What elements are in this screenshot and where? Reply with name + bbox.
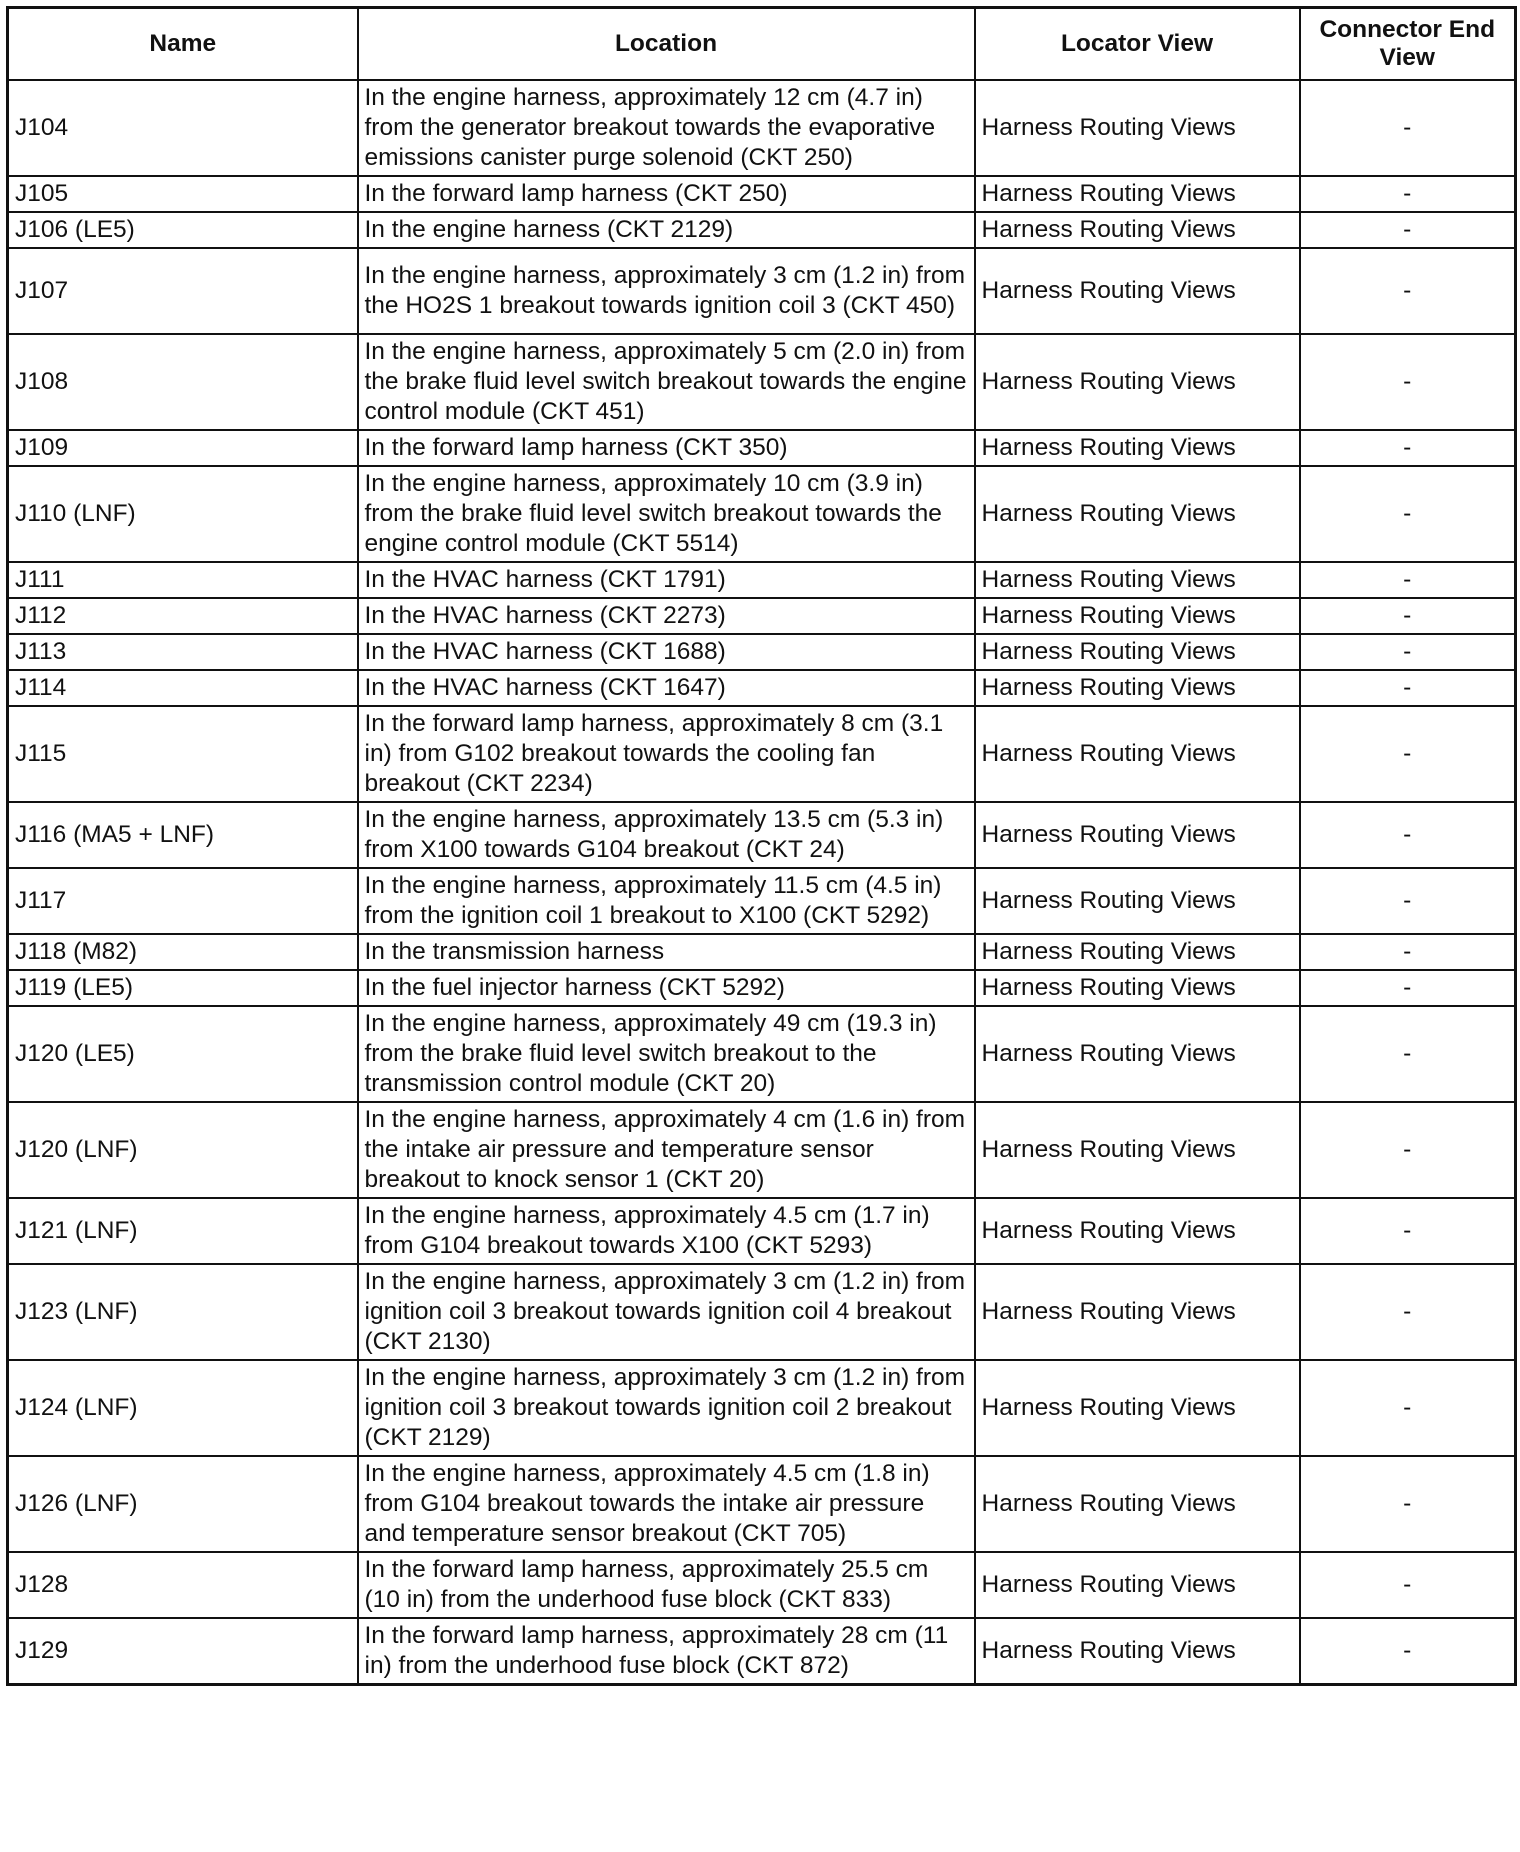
table-row xyxy=(8,466,1516,562)
cell-name: J113 xyxy=(8,634,358,670)
cell-location: In the HVAC harness (CKT 1647) xyxy=(358,670,975,706)
table-row xyxy=(8,1102,1516,1198)
cell-connector-end-view: - xyxy=(1300,670,1516,706)
cell-name: J105 xyxy=(8,176,358,212)
cell-name: J128 xyxy=(8,1552,358,1618)
header-name: Name xyxy=(8,8,358,81)
cell-connector-end-view: - xyxy=(1300,802,1516,868)
table-row xyxy=(8,176,1516,212)
header-connector-end-view: Connector End View xyxy=(1300,8,1516,81)
cell-locator-view: Harness Routing Views xyxy=(975,176,1300,212)
table-row xyxy=(8,1456,1516,1552)
cell-location: In the engine harness, approximately 49 cm (19.3 in) from the brake fluid level switch breakout to the transmission control module (CKT 20) xyxy=(358,1006,975,1102)
cell-name: J126 (LNF) xyxy=(8,1456,358,1552)
cell-name: J112 xyxy=(8,598,358,634)
table-row xyxy=(8,562,1516,598)
cell-location: In the HVAC harness (CKT 1688) xyxy=(358,634,975,670)
cell-location: In the HVAC harness (CKT 2273) xyxy=(358,598,975,634)
cell-connector-end-view: - xyxy=(1300,868,1516,934)
cell-location: In the engine harness, approximately 11.5 cm (4.5 in) from the ignition coil 1 breakout to X100 (CKT 5292) xyxy=(358,868,975,934)
cell-location: In the forward lamp harness (CKT 350) xyxy=(358,430,975,466)
table-row xyxy=(8,248,1516,334)
cell-connector-end-view: - xyxy=(1300,248,1516,334)
cell-connector-end-view: - xyxy=(1300,1456,1516,1552)
cell-locator-view: Harness Routing Views xyxy=(975,970,1300,1006)
cell-connector-end-view: - xyxy=(1300,1198,1516,1264)
cell-name: J106 (LE5) xyxy=(8,212,358,248)
cell-connector-end-view: - xyxy=(1300,562,1516,598)
table-row xyxy=(8,80,1516,176)
cell-connector-end-view: - xyxy=(1300,176,1516,212)
cell-location: In the engine harness, approximately 4 cm (1.6 in) from the intake air pressure and temperature sensor breakout to knock sensor 1 (CKT 20) xyxy=(358,1102,975,1198)
cell-location: In the forward lamp harness, approximately 28 cm (11 in) from the underhood fuse block (CKT 872) xyxy=(358,1618,975,1685)
cell-name: J121 (LNF) xyxy=(8,1198,358,1264)
cell-locator-view: Harness Routing Views xyxy=(975,670,1300,706)
cell-locator-view: Harness Routing Views xyxy=(975,868,1300,934)
cell-name: J109 xyxy=(8,430,358,466)
table-row xyxy=(8,1552,1516,1618)
cell-locator-view: Harness Routing Views xyxy=(975,562,1300,598)
cell-name: J118 (M82) xyxy=(8,934,358,970)
cell-name: J111 xyxy=(8,562,358,598)
cell-name: J104 xyxy=(8,80,358,176)
cell-locator-view: Harness Routing Views xyxy=(975,334,1300,430)
table-row xyxy=(8,1360,1516,1456)
table-body xyxy=(8,80,1516,1685)
cell-connector-end-view: - xyxy=(1300,430,1516,466)
splice-pack-table xyxy=(6,6,1517,1686)
cell-connector-end-view: - xyxy=(1300,1552,1516,1618)
cell-name: J110 (LNF) xyxy=(8,466,358,562)
table-row xyxy=(8,934,1516,970)
cell-location: In the fuel injector harness (CKT 5292) xyxy=(358,970,975,1006)
cell-location: In the engine harness, approximately 3 cm (1.2 in) from ignition coil 3 breakout towards ignition coil 2 breakout (CKT 2129) xyxy=(358,1360,975,1456)
cell-location: In the HVAC harness (CKT 1791) xyxy=(358,562,975,598)
cell-connector-end-view: - xyxy=(1300,970,1516,1006)
cell-connector-end-view: - xyxy=(1300,466,1516,562)
cell-location: In the engine harness, approximately 5 cm (2.0 in) from the brake fluid level switch breakout towards the engine control module (CKT 451) xyxy=(358,334,975,430)
cell-location: In the engine harness, approximately 4.5 cm (1.7 in) from G104 breakout towards X100 (CKT 5293) xyxy=(358,1198,975,1264)
cell-location: In the transmission harness xyxy=(358,934,975,970)
cell-location: In the forward lamp harness (CKT 250) xyxy=(358,176,975,212)
header-row xyxy=(8,8,1516,81)
cell-locator-view: Harness Routing Views xyxy=(975,1198,1300,1264)
table-row xyxy=(8,334,1516,430)
cell-location: In the engine harness, approximately 3 cm (1.2 in) from ignition coil 3 breakout towards ignition coil 4 breakout (CKT 2130) xyxy=(358,1264,975,1360)
cell-location: In the engine harness (CKT 2129) xyxy=(358,212,975,248)
cell-name: J107 xyxy=(8,248,358,334)
cell-name: J120 (LE5) xyxy=(8,1006,358,1102)
cell-name: J124 (LNF) xyxy=(8,1360,358,1456)
table-row xyxy=(8,868,1516,934)
cell-name: J129 xyxy=(8,1618,358,1685)
cell-locator-view: Harness Routing Views xyxy=(975,634,1300,670)
cell-location: In the engine harness, approximately 4.5 cm (1.8 in) from G104 breakout towards the intake air pressure and temperature sensor breakout (CKT 705) xyxy=(358,1456,975,1552)
cell-locator-view: Harness Routing Views xyxy=(975,80,1300,176)
cell-connector-end-view: - xyxy=(1300,334,1516,430)
cell-locator-view: Harness Routing Views xyxy=(975,248,1300,334)
cell-locator-view: Harness Routing Views xyxy=(975,706,1300,802)
cell-connector-end-view: - xyxy=(1300,634,1516,670)
cell-locator-view: Harness Routing Views xyxy=(975,1006,1300,1102)
table-row xyxy=(8,634,1516,670)
cell-connector-end-view: - xyxy=(1300,1264,1516,1360)
cell-locator-view: Harness Routing Views xyxy=(975,934,1300,970)
header-locator-view: Locator View xyxy=(975,8,1300,81)
cell-locator-view: Harness Routing Views xyxy=(975,1552,1300,1618)
cell-name: J123 (LNF) xyxy=(8,1264,358,1360)
header-location: Location xyxy=(358,8,975,81)
cell-connector-end-view: - xyxy=(1300,1360,1516,1456)
table-row xyxy=(8,598,1516,634)
table-row xyxy=(8,1006,1516,1102)
cell-location: In the engine harness, approximately 12 cm (4.7 in) from the generator breakout towards the evaporative emissions canister purge solenoid (CKT 250) xyxy=(358,80,975,176)
table-row xyxy=(8,1264,1516,1360)
cell-locator-view: Harness Routing Views xyxy=(975,802,1300,868)
cell-locator-view: Harness Routing Views xyxy=(975,1264,1300,1360)
cell-connector-end-view: - xyxy=(1300,80,1516,176)
cell-name: J108 xyxy=(8,334,358,430)
cell-locator-view: Harness Routing Views xyxy=(975,1456,1300,1552)
cell-location: In the engine harness, approximately 13.5 cm (5.3 in) from X100 towards G104 breakout (CKT 24) xyxy=(358,802,975,868)
cell-locator-view: Harness Routing Views xyxy=(975,1102,1300,1198)
cell-name: J117 xyxy=(8,868,358,934)
table-header xyxy=(8,8,1516,81)
table-row xyxy=(8,670,1516,706)
cell-connector-end-view: - xyxy=(1300,706,1516,802)
cell-locator-view: Harness Routing Views xyxy=(975,466,1300,562)
cell-location: In the forward lamp harness, approximately 8 cm (3.1 in) from G102 breakout towards the cooling fan breakout (CKT 2234) xyxy=(358,706,975,802)
table-row xyxy=(8,1198,1516,1264)
cell-name: J114 xyxy=(8,670,358,706)
table-row xyxy=(8,706,1516,802)
cell-connector-end-view: - xyxy=(1300,1618,1516,1685)
cell-locator-view: Harness Routing Views xyxy=(975,212,1300,248)
table-row xyxy=(8,802,1516,868)
cell-location: In the engine harness, approximately 10 cm (3.9 in) from the brake fluid level switch breakout towards the engine control module (CKT 5514) xyxy=(358,466,975,562)
cell-locator-view: Harness Routing Views xyxy=(975,1360,1300,1456)
cell-connector-end-view: - xyxy=(1300,212,1516,248)
cell-location: In the forward lamp harness, approximately 25.5 cm (10 in) from the underhood fuse block (CKT 833) xyxy=(358,1552,975,1618)
table-row xyxy=(8,1618,1516,1685)
cell-connector-end-view: - xyxy=(1300,598,1516,634)
cell-locator-view: Harness Routing Views xyxy=(975,430,1300,466)
cell-name: J119 (LE5) xyxy=(8,970,358,1006)
table-row xyxy=(8,970,1516,1006)
cell-name: J120 (LNF) xyxy=(8,1102,358,1198)
cell-locator-view: Harness Routing Views xyxy=(975,598,1300,634)
cell-name: J116 (MA5 + LNF) xyxy=(8,802,358,868)
table-row xyxy=(8,430,1516,466)
table-row xyxy=(8,212,1516,248)
cell-location: In the engine harness, approximately 3 cm (1.2 in) from the HO2S 1 breakout towards ignition coil 3 (CKT 450) xyxy=(358,248,975,334)
cell-name: J115 xyxy=(8,706,358,802)
cell-connector-end-view: - xyxy=(1300,934,1516,970)
cell-connector-end-view: - xyxy=(1300,1006,1516,1102)
cell-connector-end-view: - xyxy=(1300,1102,1516,1198)
cell-locator-view: Harness Routing Views xyxy=(975,1618,1300,1685)
